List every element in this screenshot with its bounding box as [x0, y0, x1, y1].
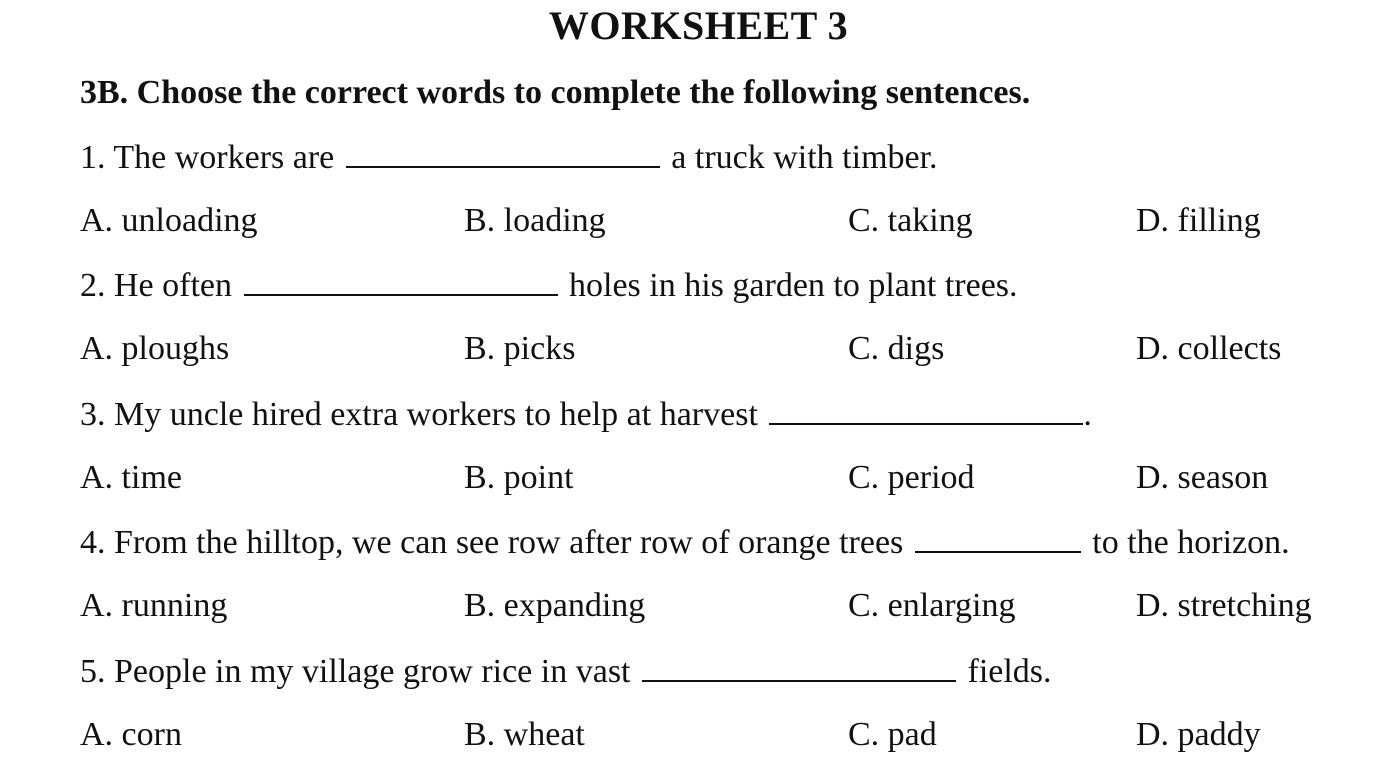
question-3-blank [769, 393, 1083, 425]
option-d: D. filling [1136, 202, 1261, 239]
option-d: D. paddy [1136, 716, 1261, 753]
option-b: B. loading [464, 202, 606, 239]
question-2-text-before: 2. He often [80, 267, 233, 304]
question-3-options [0, 457, 1397, 499]
question-1-text-before: 1. The workers are [80, 139, 335, 176]
question-4 [80, 521, 1290, 564]
question-5-options [0, 714, 1397, 756]
option-a: A. ploughs [80, 330, 230, 367]
worksheet-title: WORKSHEET 3 [548, 3, 849, 48]
option-c: C. enlarging [848, 587, 1016, 624]
option-b: B. picks [464, 330, 576, 367]
question-2-text-after: holes in his garden to plant trees. [569, 267, 1018, 304]
option-b: B. wheat [464, 716, 585, 753]
option-c: C. pad [848, 716, 937, 753]
option-c: C. taking [848, 202, 973, 239]
question-5-blank [642, 650, 956, 682]
option-c: C. period [848, 459, 975, 496]
option-a: A. running [80, 587, 228, 624]
option-a: A. corn [80, 716, 182, 753]
question-1 [80, 136, 938, 179]
option-d: D. collects [1136, 330, 1282, 367]
question-1-blank [346, 136, 660, 168]
option-a: A. unloading [80, 202, 258, 239]
option-b: B. expanding [464, 587, 646, 624]
question-3-text-before: 3. My uncle hired extra workers to help at harvest [80, 396, 758, 433]
question-5 [80, 650, 1052, 693]
option-b: B. point [464, 459, 574, 496]
option-d: D. season [1136, 459, 1269, 496]
question-2 [80, 264, 1018, 307]
question-4-text-after: to the horizon. [1092, 524, 1290, 561]
option-a: A. time [80, 459, 182, 496]
option-d: D. stretching [1136, 587, 1312, 624]
question-5-text-before: 5. People in my village grow rice in vast [80, 653, 631, 690]
section-instruction: 3B. Choose the correct words to complete the following sentences. [80, 74, 1031, 111]
question-4-text-before: 4. From the hilltop, we can see row after row of orange trees [80, 524, 904, 561]
question-5-text-after: fields. [967, 653, 1052, 690]
question-2-blank [244, 264, 558, 296]
question-4-blank [915, 521, 1081, 553]
question-1-text-after: a truck with timber. [671, 139, 938, 176]
question-4-options [0, 585, 1397, 627]
option-c: C. digs [848, 330, 945, 367]
question-3 [80, 393, 1092, 436]
question-3-text-after: . [1083, 396, 1092, 433]
question-1-options [0, 200, 1397, 242]
question-2-options [0, 328, 1397, 370]
